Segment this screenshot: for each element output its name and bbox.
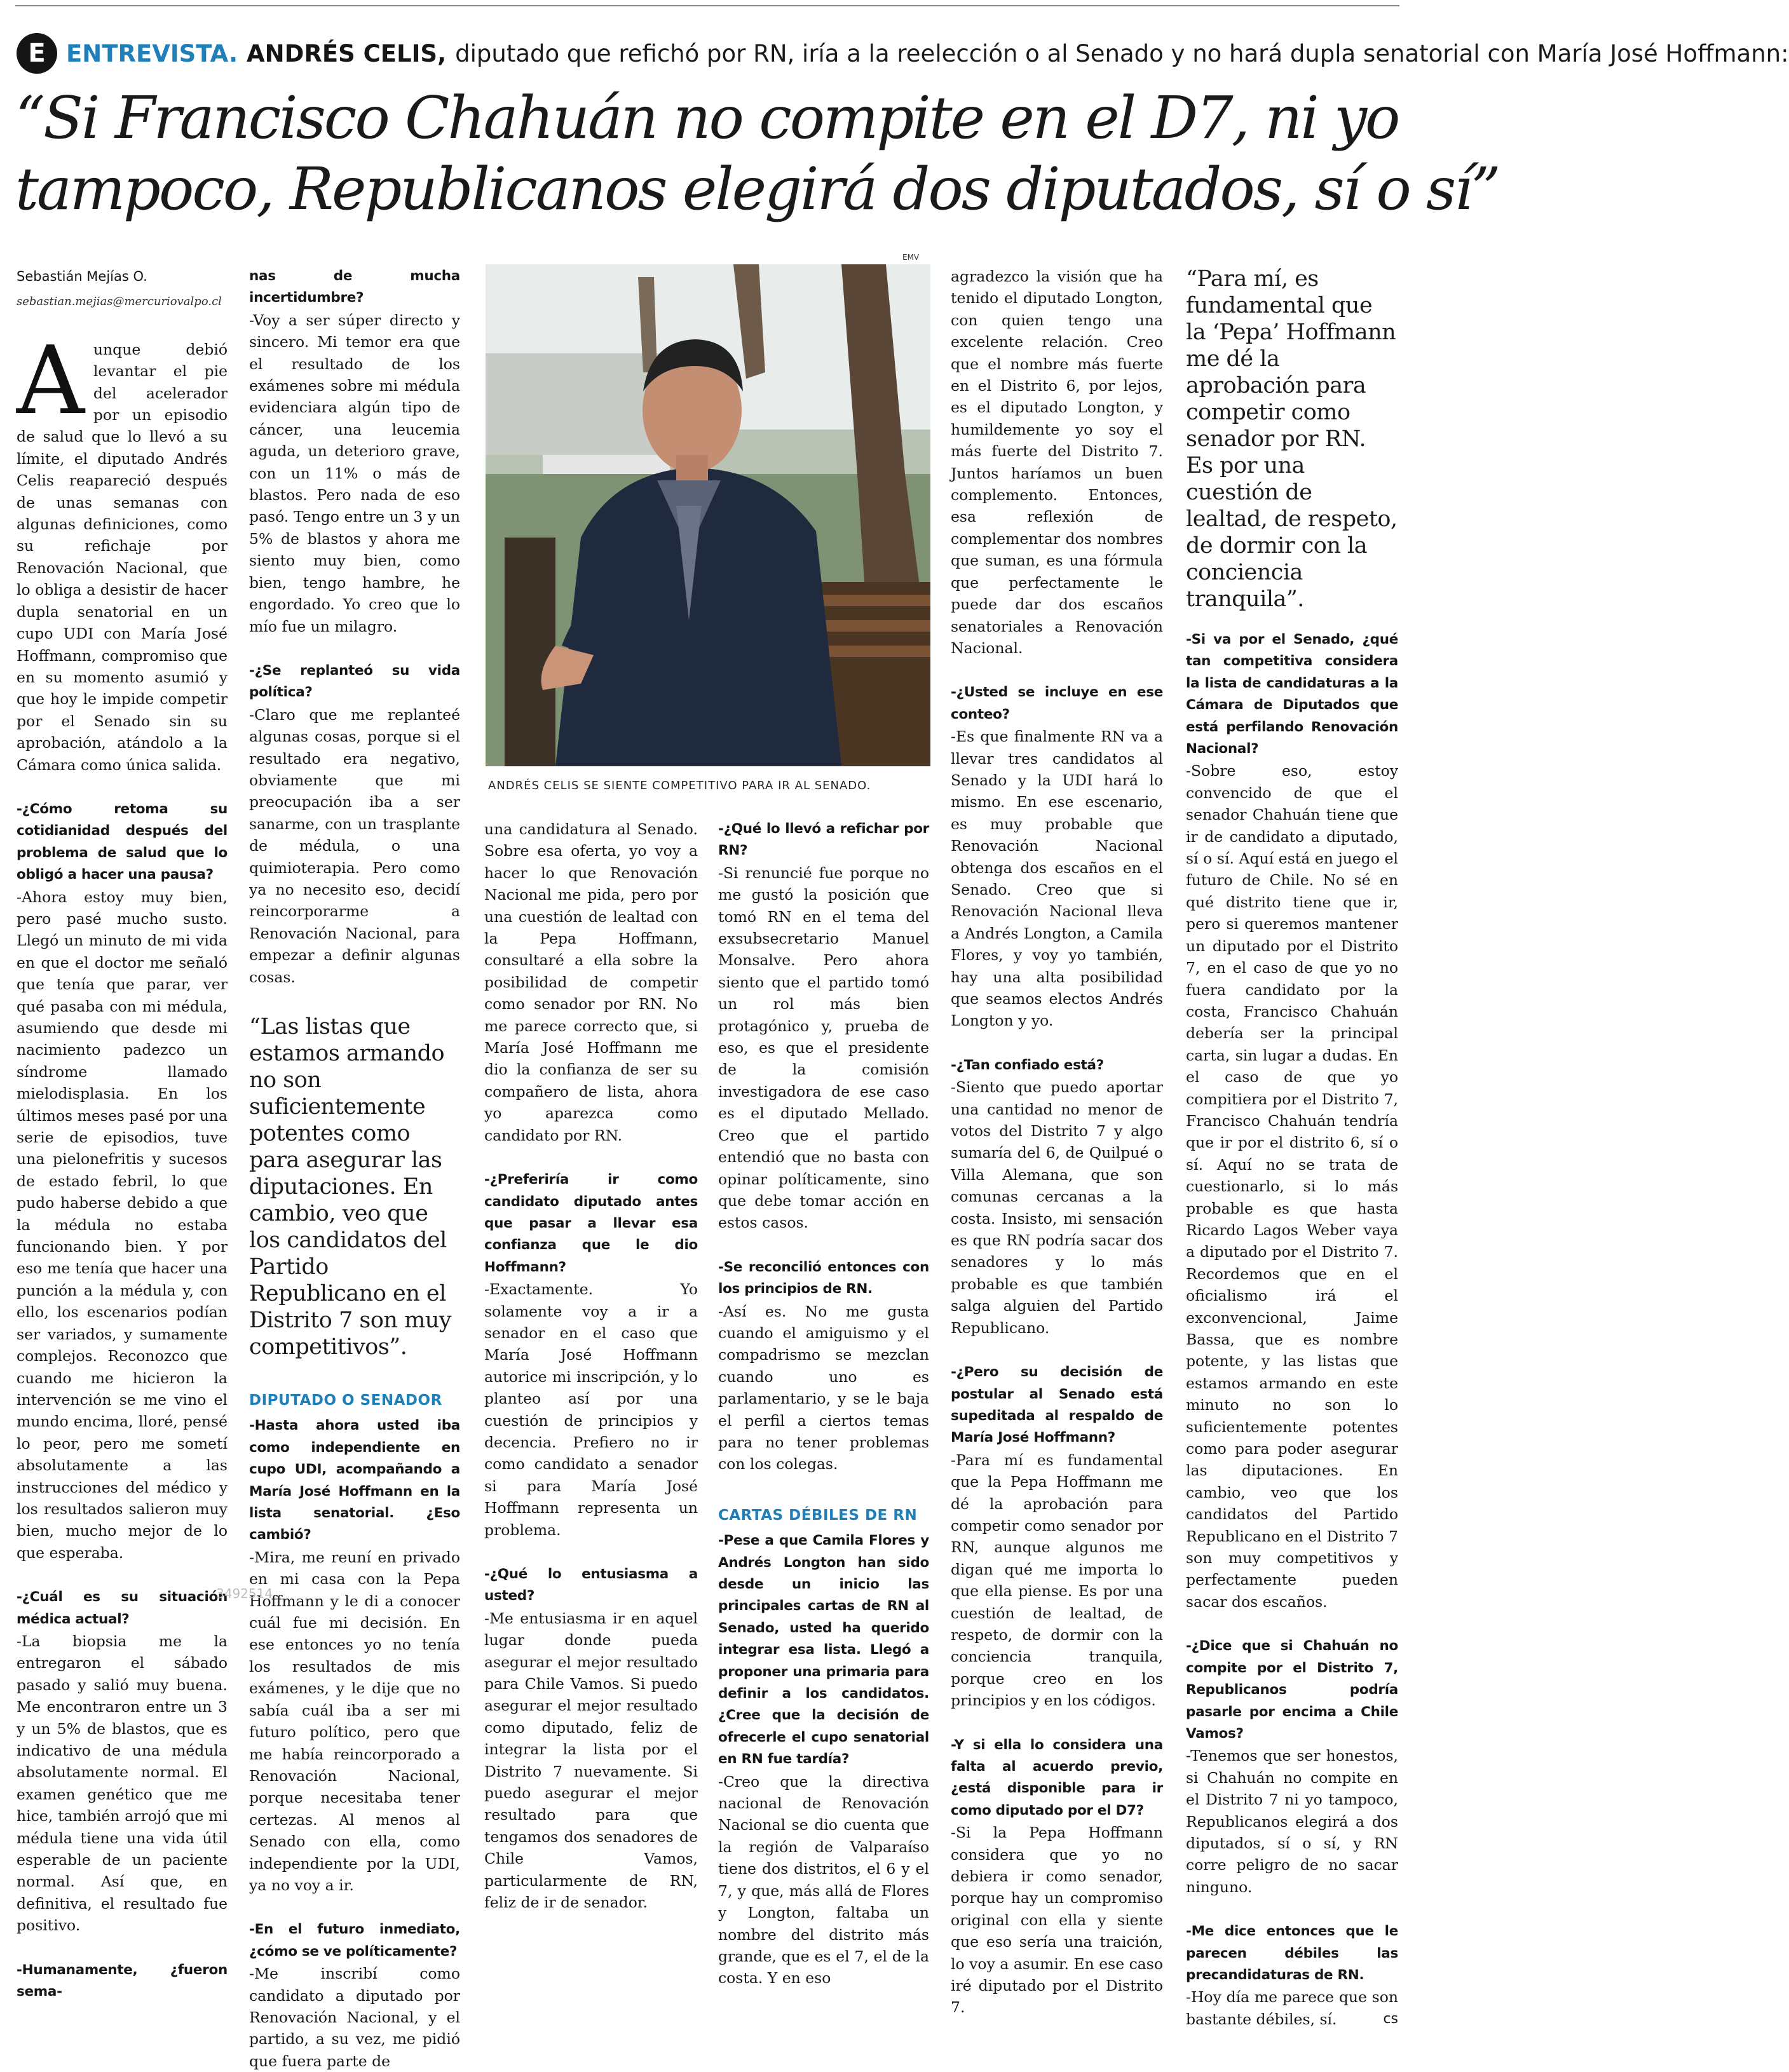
- question: -Humanamente, ¿fueron sema-: [17, 1961, 228, 2000]
- answer: -Sobre eso, estoy convencido de que el senador Chahuán tiene que ir de candidato a diputado, sí o sí. Aquí está en juego el futuro de Chile. No sé en qué distrito tiene que ir, pero si queremos mantener un diputado por el Distrito 7, en el caso de que yo no fuera candidato por la costa, Francisco Chahuán debería ser la principal carta, sin lugar a dudas. En el caso de que yo compitiera por el Distrito 7, Francisco Chahuán tendría que ir por el distrito 6, sí o sí. Aquí no se trata de cuestionarlo, si lo más probable es que hasta Ricardo Lagos Weber vaya a diputado por el Distrito 7. Recordemos que en el oficialismo irá el exconvencional, Jaime Bassa, que es nombre potente, y las listas que estamos armando en este minuto no son lo suficientemente potentes como para poder asegurar las diputaciones. En cambio, veo que los candidatos del Partido Republicano en el Distrito 7 son muy competitivos y perfectamente pueden sacar dos escaños.: [1186, 762, 1398, 1611]
- answer: agradezco la visión que ha tenido el diputado Longton, con quien tengo una excelente relación. Creo que el nombre más fuerte en el Distrito 6, por lejos, es el diputado Longton, y humildemente yo soy el más fuerte del Distrito 7. Juntos haríamos un buen complemento. Entonces, esa reflexión de complementar dos nombres que suman, es una fórmula que perfectamente le puede dar dos escaños senatoriales a Renovación Nacional.: [951, 267, 1163, 657]
- question: -¿Cómo retoma su cotidianidad después del problema de salud que lo obligó a hacer una pausa?: [17, 801, 228, 883]
- question: -Pese a que Camila Flores y Andrés Longton han sido desde un inicio las principales cartas de RN al Senado, usted ha querido integrar esa lista. Llegó a proponer una primaria para definir a los candidatos. ¿Cree que la decisión de ofrecerle el cupo senatorial en RN fue tardía?: [718, 1533, 929, 1768]
- question: -¿Se replanteó su vida política?: [249, 662, 460, 701]
- answer: -Para mí es fundamental que la Pepa Hoffmann me dé la aprobación para competir como senador por RN, aunque algunos me digan qué me importa lo que ella piense. Es por una cuestión de lealtad, de respeto, de dormir con la conciencia tranquila, porque creo en los principios y en los códigos.: [951, 1451, 1163, 1710]
- end-mark: cs: [1383, 2010, 1398, 2027]
- kicker-description: diputado que refichó por RN, iría a la reelección o al Senado y no hará dupla senatorial con María José Hoffmann:: [455, 39, 1789, 67]
- answer: -Si renuncié fue porque no me gustó la posición que tomó RN en el tema del exsubsecretario Manuel Monsalve. Pero ahora siento que el partido tomó un rol más bien protagónico y, prueba de eso, es que el presidente de la comisión investigadora de ese caso es el diputado Mellado. Creo que el partido entendió que no basta con opinar políticamente, sino que debe tomar acción en estos casos.: [718, 863, 929, 1232]
- question: -¿Usted se incluye en ese conteo?: [951, 684, 1163, 722]
- portrait-illustration: [486, 264, 930, 766]
- portrait-photo: [486, 264, 930, 766]
- question: -En el futuro inmediato, ¿cómo se ve políticamente?: [249, 1921, 460, 1960]
- answer: -Así es. No me gusta cuando el amiguismo y el compadrismo se mezclan cuando uno es parlamentario, y se le baja el perfil a ciertos temas para no tener problemas con los colegas.: [718, 1302, 929, 1473]
- answer: una candidatura al Senado. Sobre esa oferta, yo voy a hacer lo que Renovación Nacional me pida, pero por una cuestión de lealtad con la Pepa Hoffmann, consultaré a ella sobre la posibilidad de competir como senador por RN. No me parece correcto que, si María José Hoffmann me dio la confianza de ser su compañero de lista, ahora yo aparezca como candidato por RN.: [484, 820, 698, 1144]
- answer: -Creo que la directiva nacional de Renovación Nacional se dio cuenta que la región de Valparaíso tiene dos distritos, el 6 y el 7, y que, más allá de Flores y Longton, faltaba un nombre del distrito más grande, que es el 7, el de la costa. Y en eso: [718, 1772, 929, 1987]
- column-3: [484, 818, 698, 1914]
- photo-caption: ANDRÉS CELIS SE SIENTE COMPETITIVO PARA IR AL SENADO.: [488, 779, 871, 792]
- kicker-label: ENTREVISTA.: [66, 39, 238, 67]
- question: -¿Dice que si Chahuán no compite por el Distrito 7, Republicanos podría pasarle por encima a Chile Vamos?: [1186, 1638, 1398, 1742]
- section-heading: CARTAS DÉBILES DE RN: [718, 1507, 918, 1524]
- question: -¿Preferiría ir como candidato diputado antes que pasar a llevar esa confianza que le dio Hoffmann?: [484, 1172, 698, 1275]
- question: -¿Qué lo entusiasma a usted?: [484, 1566, 698, 1604]
- question: -¿Cuál es su situación médica actual?: [17, 1589, 228, 1627]
- answer: [1186, 1986, 1398, 2030]
- answer: -Es que finalmente RN va a llevar tres candidatos al Senado y la UDI hará lo mismo. En ese escenario, es muy probable que Renovación Nacional obtenga dos escaños en el Senado. Creo que si Renovación Nacional lleva a Andrés Longton, a Camila Flores, y voy yo también, hay una alta posibilidad que seamos electos Andrés Longton y yo.: [951, 728, 1163, 1030]
- column-2: [249, 266, 460, 2072]
- byline-author: Sebastián Mejías O.: [17, 269, 147, 284]
- question: -Hasta ahora usted iba como independiente en cupo UDI, acompañando a María José Hoffmann en la lista senatorial. ¿Eso cambió?: [249, 1418, 460, 1543]
- question: -¿Pero su decisión de postular al Senado está supeditada al respaldo de María José Hoffmann?: [951, 1364, 1163, 1446]
- watermark: 3492514: [216, 1586, 273, 1601]
- answer: -Si la Pepa Hoffmann considera que yo no debiera ir como senador, porque hay un compromiso original con ella y siente que eso sería una traición, lo voy a asumir. En ese caso iré diputado por el Distrito 7.: [951, 1824, 1163, 2017]
- section-heading: DIPUTADO O SENADOR: [249, 1392, 442, 1409]
- question: -¿Tan confiado está?: [951, 1057, 1104, 1073]
- question: -Se reconcilió entonces con los principios de RN.: [718, 1259, 929, 1297]
- answer: -Exactamente. Yo solamente voy a ir a senador en el caso que María José Hoffmann autorice mi inscripción, y lo planteo así por una cuestión de principios y decencia. Prefiero no ir como candidato a senador si para María José Hoffmann representa un problema.: [484, 1280, 698, 1539]
- headline-line-1: “Si Francisco Chahuán no compite en el D7, ni yo: [15, 84, 1399, 152]
- section-badge: E: [17, 33, 57, 74]
- question: -Me dice entonces que le parecen débiles las precandidaturas de RN.: [1186, 1923, 1398, 1983]
- column-1: [17, 266, 228, 2003]
- answer: -Ahora estoy muy bien, pero pasé mucho susto. Llegó un minuto de mi vida en que el doctor me señaló que tenía que parar, ver qué pasaba con mi médula, asumiendo que desde mi nacimiento padezco un síndrome llamado mielodisplasia. En los últimos meses pasé por una serie de episodios, tuve una pielonefritis y sucesos de estado febril, lo que pudo haberse debido a que la médula no estaba funcionando bien. Y por eso me tenía que hacer una punción a la médula y, con ello, los escenarios podían ser variados, y sumamente complejos. Reconozco que cuando me hicieron la intervención se me vino el mundo encima, lloré, pensé lo peor, pero me sometí absolutamente a las instrucciones del médico y los resultados salieron muy bien, mucho mejor de lo que esperaba.: [17, 888, 228, 1562]
- headline: [15, 83, 1499, 225]
- headline-line-2: tampoco, Republicanos elegirá dos diputados, sí o sí”: [15, 155, 1499, 223]
- pull-quote: “Las listas que estamos armando no son suficientemente potentes como para asegurar las diputaciones. En cambio, veo que los candidatos del Partido Republicano en el Distrito 7 son muy competitivos”.: [249, 1014, 452, 1360]
- answer: -Siento que puedo aportar una cantidad no menor de votos del Distrito 7 y algo sumaría del 6, de Quilpué o Villa Alemana, que son comunas cercanas a la costa. Insisto, mi sensación es que RN podría sacar dos senadores y lo más probable es que también salga alguien del Partido Republicano.: [951, 1078, 1163, 1337]
- answer: -Me inscribí como candidato a diputado por Renovación Nacional, y el partido, a su vez, me pidió que fuera parte de: [249, 1965, 460, 2070]
- answer: -La biopsia me la entregaron el sábado pasado y salió muy buena. Me encontraron entre un 3 y un 5% de blastos, que es indicativo de una médula absolutamente normal. El examen genético que me hice, también arrojó que mi médula tiene una vida útil esperable de un paciente normal. Así que, en definitiva, el resultado fue positivo.: [17, 1632, 228, 1935]
- kicker: [17, 28, 1789, 79]
- question: nas de mucha incertidumbre?: [249, 268, 460, 306]
- lead-paragraph: [17, 325, 228, 776]
- drop-cap: A: [17, 325, 85, 435]
- kicker-name: ANDRÉS CELIS,: [247, 39, 447, 67]
- answer: -Tenemos que ser honestos, si Chahuán no compite en el Distrito 7 ni yo tampoco, Republicanos elegirá a dos diputados, sí o sí, y RN corre peligro de no sacar ninguno.: [1186, 1747, 1398, 1896]
- answer: -Voy a ser súper directo y sincero. Mi temor era que el resultado de los exámenes sobre mi médula evidenciara algún tipo de cáncer, una leucemia aguda, un deterioro grave, con un 11% o más de blastos. Pero nada de eso pasó. Tengo entre un 3 y un 5% de blastos y ahora me siento muy bien, como bien, tengo hambre, he engordado. Yo creo que lo mío fue un milagro.: [249, 311, 460, 635]
- answer-text: -Hoy día me parece que son bastante débiles, sí.: [1186, 1988, 1398, 2028]
- byline-email: sebastian.mejias@mercuriovalpo.cl: [17, 295, 222, 309]
- question: -¿Qué lo llevó a refichar por RN?: [718, 821, 929, 859]
- answer: -Me entusiasma ir en aquel lugar donde pueda asegurar el mejor resultado para Chile Vamos. Si puedo asegurar el mejor resultado como diputado, feliz de integrar la lista por el Distrito 7 nuevamente. Si puedo asegurar el mejor resultado para que tengamos dos senadores de Chile Vamos, particularmente de RN, feliz de ir de senador.: [484, 1609, 698, 1912]
- question: -Si va por el Senado, ¿qué tan competitiva considera la lista de candidaturas a la Cámara de Diputados que está perfilando Renovación Nacional?: [1186, 632, 1398, 757]
- top-rule: [15, 5, 1399, 6]
- column-6: [1186, 266, 1398, 2030]
- answer: -Claro que me replanteé algunas cosas, porque si el resultado era negativo, obviamente que mi preocupación iba a ser sanarme, con un trasplante de médula, o una quimioterapia. Pero como ya no necesito eso, decidí reincorporarme a Renovación Nacional, para empezar a definir algunas cosas.: [249, 705, 460, 986]
- photo-credit: EMV: [902, 253, 920, 262]
- column-4: [718, 818, 929, 1989]
- pull-quote: “Para mí, es fundamental que la ‘Pepa’ Hoffmann me dé la aprobación para competir como senador por RN. Es por una cuestión de lealtad, de respeto, de dormir con la conciencia tranquila”.: [1186, 266, 1398, 612]
- lead-text: unque debió levantar el pie del acelerador por un episodio de salud que lo llevó a su límite, el diputado Andrés Celis reapareció después de unas semanas con algunas definiciones, como su refichaje por Renovación Nacional, que lo obliga a desistir de hacer dupla senatorial en un cupo UDI con María José Hoffmann, compromiso que en su momento asumió y que hoy le impide competir por el Senado sin su aprobación, atándolo a la Cámara como única salida.: [17, 340, 228, 774]
- answer: -Mira, me reuní en privado en mi casa con la Pepa Hoffmann y le di a conocer cuál fue mi decisión. En ese entonces yo no tenía los resultados de mis exámenes, y le dije que no sabía cuál iba a ser mi futuro político, pero que me había reincorporado a Renovación Nacional, porque necesitaba tener certezas. Al menos al Senado con ella, como independiente por la UDI, ya no voy a ir.: [249, 1548, 460, 1894]
- question: -Y si ella lo considera una falta al acuerdo previo, ¿está disponible para ir como diputado por el D7?: [951, 1737, 1163, 1818]
- column-5: [951, 266, 1163, 2019]
